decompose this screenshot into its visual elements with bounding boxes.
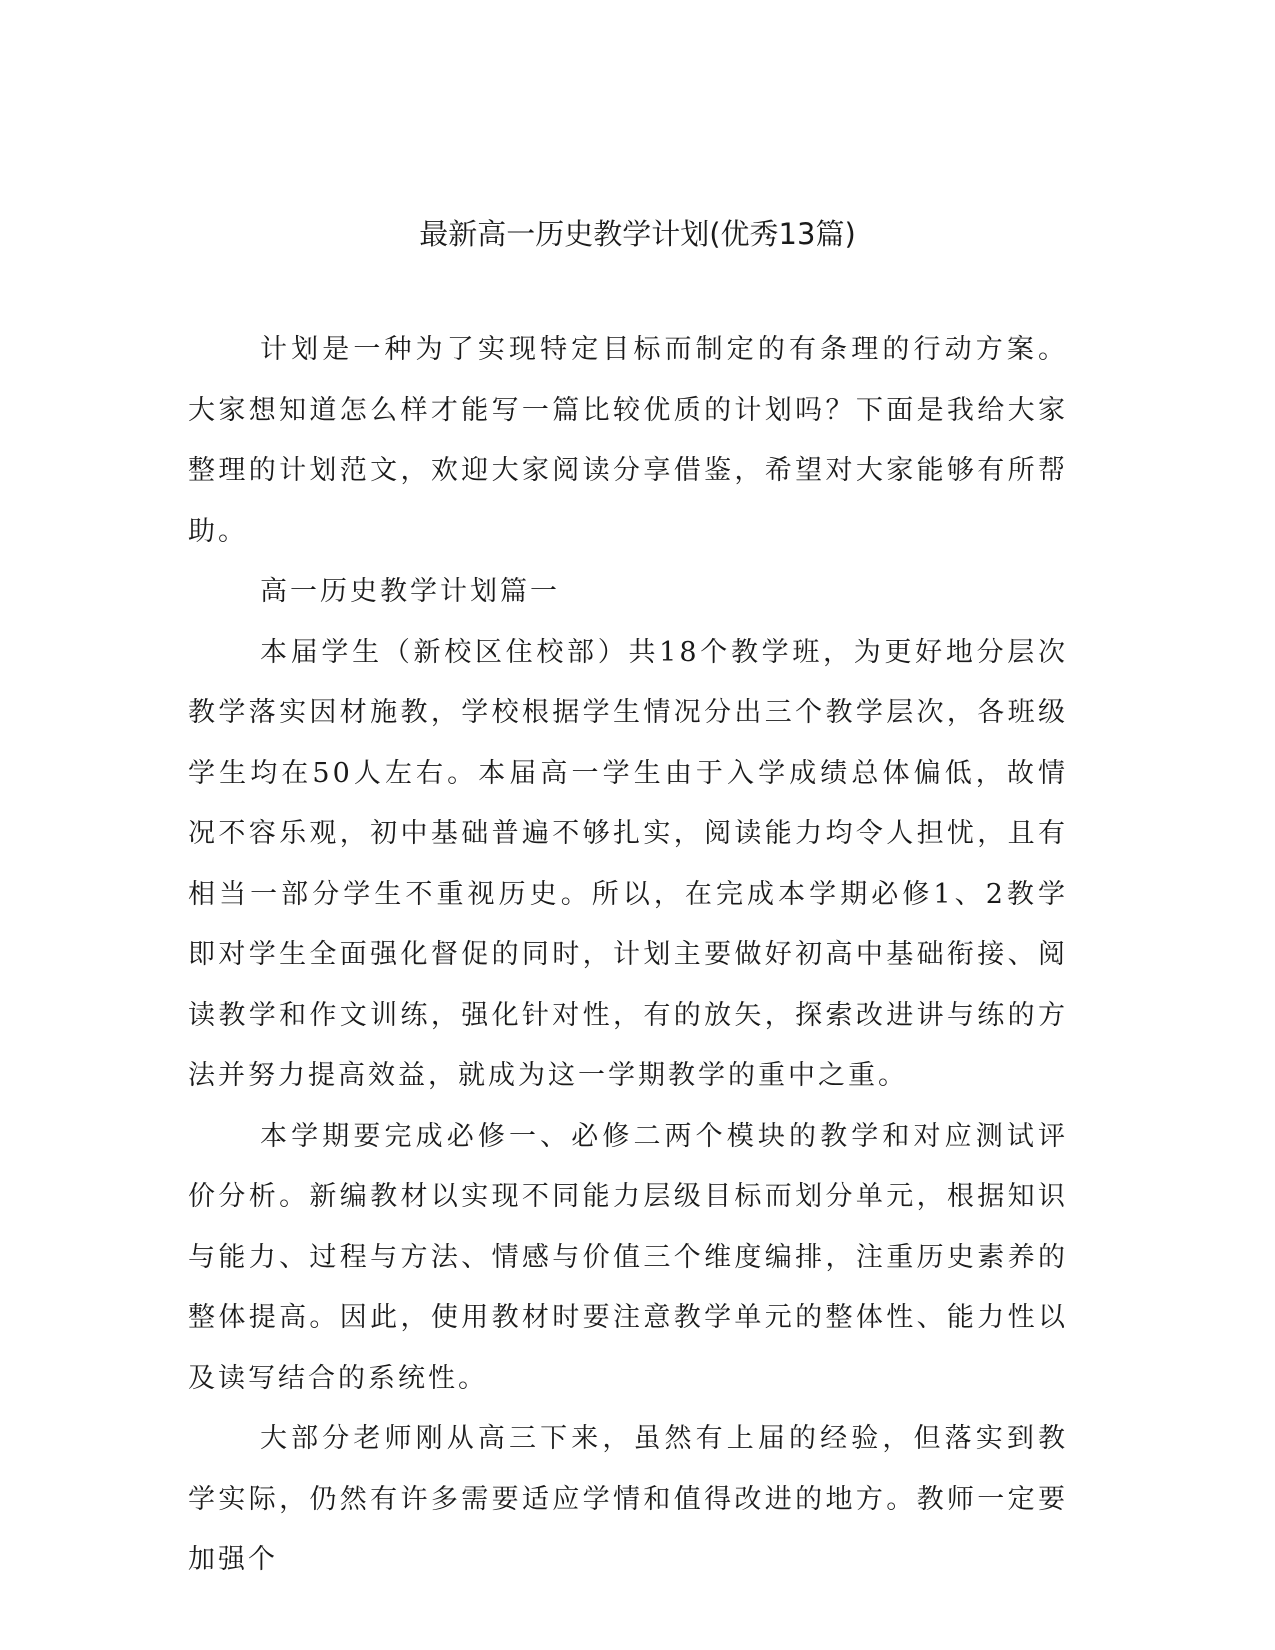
document-title: 最新高一历史教学计划(优秀13篇) bbox=[419, 217, 856, 251]
body-paragraph: 本学期要完成必修一、必修二两个模块的教学和对应测试评价分析。新编教材以实现不同能力层级目标而划分单元，根据知识与能力、过程与方法、情感与价值三个维度编排，注重历史素养的整体提高。因此，使用教材时要注意教学单元的整体性、能力性以及读写结合的系统性。 bbox=[188, 1120, 1068, 1394]
document-body bbox=[188, 320, 1068, 1591]
body-paragraph: 本届学生（新校区住校部）共18个教学班，为更好地分层次教学落实因材施教，学校根据学生情况分出三个教学层次，各班级学生均在50人左右。本届高一学生由于入学成绩总体偏低，故情况不容乐观，初中基础普遍不够扎实，阅读能力均令人担忧，且有相当一部分学生不重视历史。所以，在完成本学期必修1、2教学即对学生全面强化督促的同时，计划主要做好初高中基础衔接、阅读教学和作文训练，强化针对性，有的放矢，探索改进讲与练的方法并努力提高效益，就成为这一学期教学的重中之重。 bbox=[188, 636, 1068, 1091]
intro-paragraph: 计划是一种为了实现特定目标而制定的有条理的行动方案。大家想知道怎么样才能写一篇比较优质的计划吗？下面是我给大家整理的计划范文，欢迎大家阅读分享借鉴，希望对大家能够有所帮助。 bbox=[188, 334, 1068, 547]
body-paragraph: 大部分老师刚从高三下来，虽然有上届的经验，但落实到教学实际，仍然有许多需要适应学情和值得改进的地方。教师一定要加强个 bbox=[188, 1423, 1068, 1575]
section-heading: 高一历史教学计划篇一 bbox=[260, 576, 560, 607]
